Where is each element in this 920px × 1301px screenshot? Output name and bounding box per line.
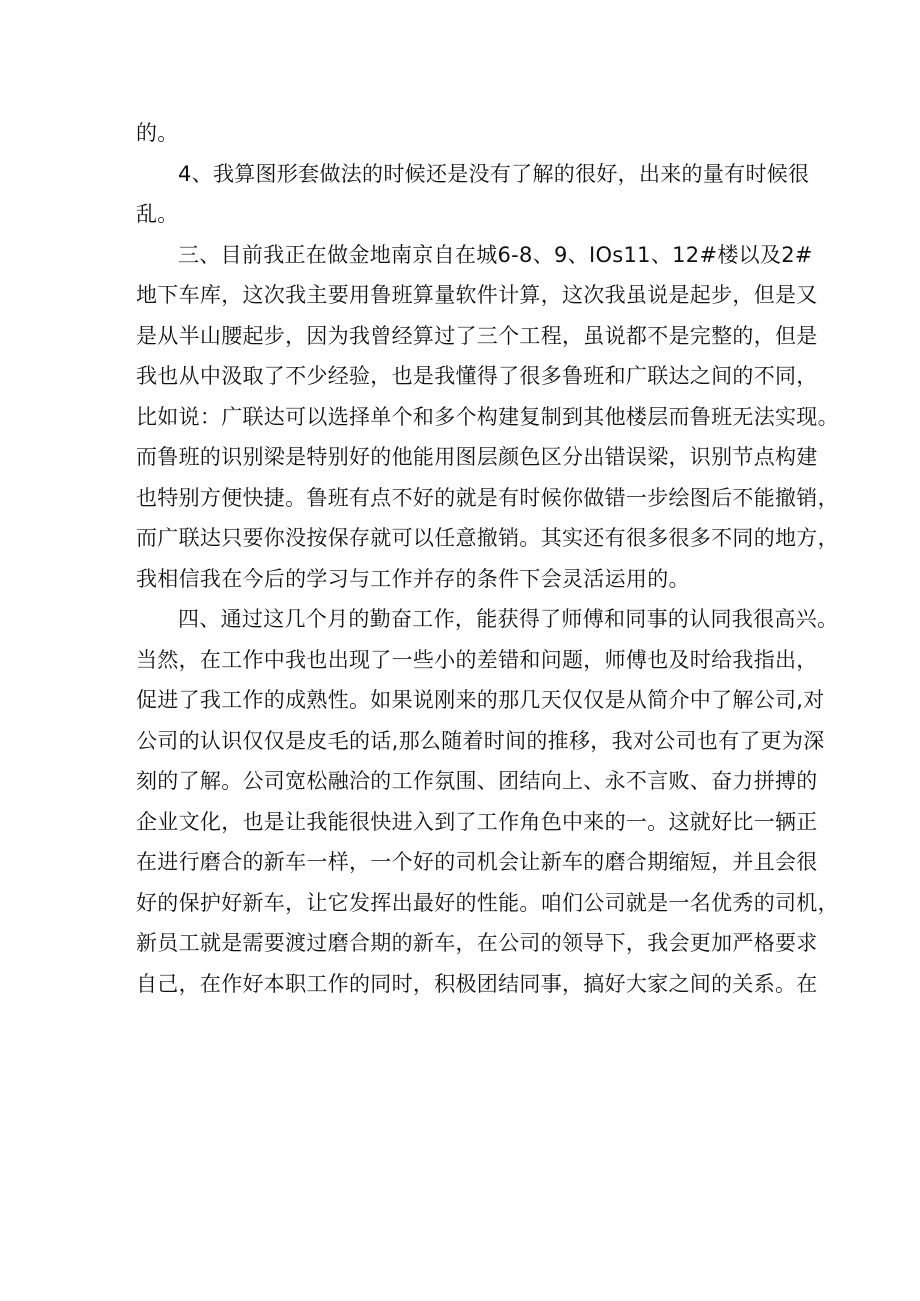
text-line: 而广联达只要你没按保存就可以任意撤销。其实还有很多很多不同的地方， — [136, 526, 839, 550]
text-line: 当然，在工作中我也出现了一些小的差错和问题，师傅也及时给我指出， — [136, 647, 818, 672]
text-line: 公司的认识仅仅是皮毛的话,那么随着时间的推移，我对公司也有了更为深 — [136, 728, 825, 753]
text-line: 而鲁班的识别梁是特别好的他能用图层颜色区分出错误梁，识别节点构建 — [136, 445, 818, 469]
text-line: 三、目前我正在做金地南京自在城6-8、9、IOs11、12#楼以及2# — [178, 242, 813, 267]
text-line: 四、通过这几个月的勤奋工作，能获得了师傅和同事的认同我很高兴。 — [178, 607, 839, 631]
text-line: 促进了我工作的成熟性。如果说刚来的那几天仅仅是从简介中了解公司,对 — [136, 688, 825, 712]
text-line: 也特别方便快捷。鲁班有点不好的就是有时候你做错一步绘图后不能撤销， — [136, 485, 839, 510]
text-line: 我也从中汲取了不少经验，也是我懂得了很多鲁班和广联达之间的不同， — [136, 364, 818, 388]
document-body — [136, 113, 839, 1004]
text-line: 刻的了解。公司宽松融洽的工作氛围、团结向上、永不言败、奋力拼搏的 — [136, 769, 818, 793]
text-line: 我相信我在今后的学习与工作并存的条件下会灵活运用的。 — [136, 566, 690, 591]
text-line: 是从半山腰起步，因为我曾经算过了三个工程，虽说都不是完整的，但是 — [136, 323, 818, 348]
text-line: 的。 — [136, 121, 179, 145]
text-line: 自己，在作好本职工作的同时，积极团结同事，搞好大家之间的关系。在 — [136, 971, 818, 996]
text-line: 比如说：广联达可以选择单个和多个构建复制到其他楼层而鲁班无法实现。 — [136, 404, 839, 429]
text-line: 乱。 — [136, 202, 179, 226]
text-line: 好的保护好新车，让它发挥出最好的性能。咱们公司就是一名优秀的司机， — [136, 890, 839, 915]
text-line: 在进行磨合的新车一样，一个好的司机会让新车的磨合期缩短，并且会很 — [136, 850, 818, 874]
text-line: 地下车库，这次我主要用鲁班算量软件计算，这次我虽说是起步，但是又 — [136, 283, 818, 307]
text-line: 企业文化，也是让我能很快进入到了工作角色中来的一。这就好比一辆正 — [136, 809, 818, 834]
text-line: 4、我算图形套做法的时候还是没有了解的很好，出来的量有时候很 — [178, 161, 810, 186]
text-line: 新员工就是需要渡过磨合期的新车，在公司的领导下，我会更加严格要求 — [136, 931, 818, 955]
